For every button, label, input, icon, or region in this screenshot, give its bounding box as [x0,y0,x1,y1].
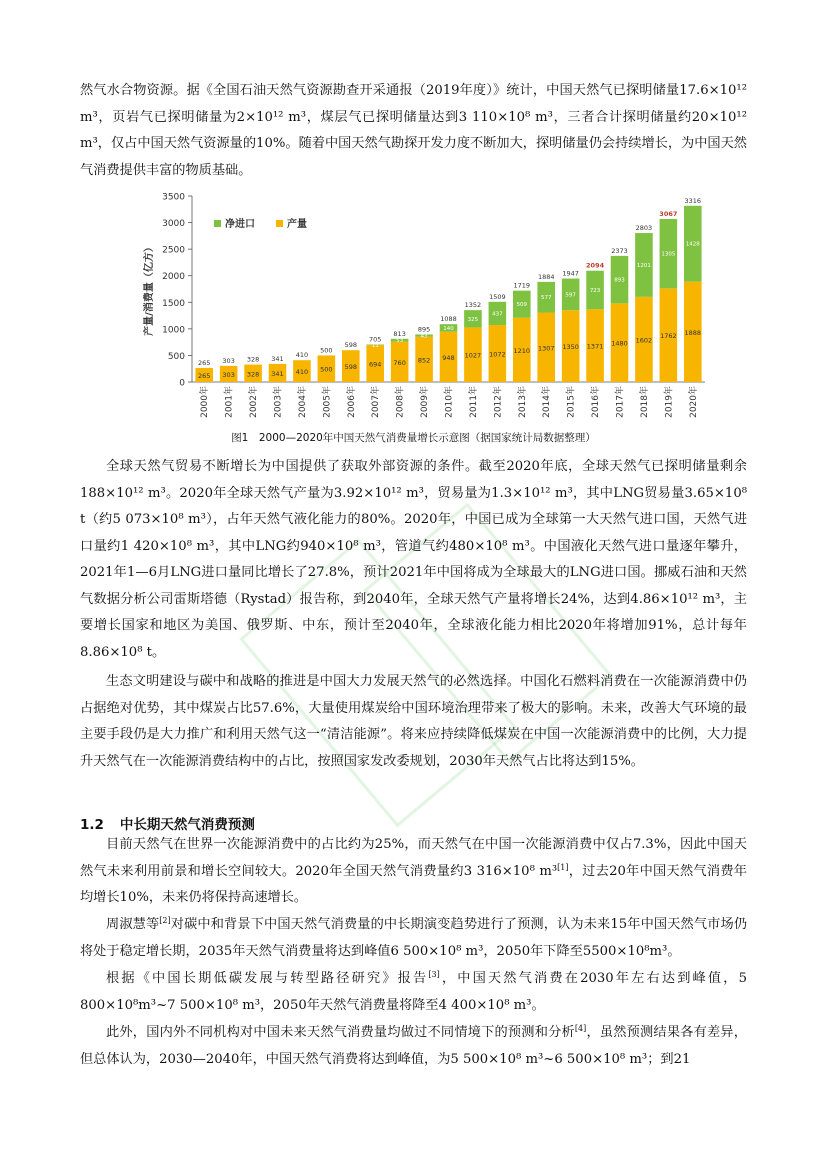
data-label-total: 813 [393,329,406,338]
data-label-production: 1027 [464,351,482,360]
x-tick-label: 2019年 [664,386,675,418]
paragraph-4-text-b: ，过去20年中国天然气消费年均增长10%，未来仍将保持高速增长。 [80,863,747,905]
legend-label-production: 产量 [287,219,307,230]
data-label-production: 760 [393,358,406,367]
paragraph-7-text-a: 此外，国内外不同机构对中国未来天然气消费量均做过不同情境下的预测和分析 [106,1025,575,1040]
y-tick-label: 0 [179,378,185,389]
paragraph-4 [80,832,747,912]
y-tick-label: 2000 [162,272,185,283]
stacked-bar-chart [140,186,710,418]
data-label-total: 1088 [440,315,457,324]
data-label-production: 341 [271,369,284,378]
data-label-total: 341 [271,354,284,363]
data-label-net-import: 723 [589,287,601,294]
x-tick-label: 2017年 [615,386,626,418]
section-heading [80,813,271,833]
data-label-total: 500 [320,346,333,355]
y-tick-label: 1000 [162,325,185,336]
paragraph-1: 然气水合物资源。据《全国石油天然气资源勘查开采通报（2019年度）》统计，中国天然气已探明储量17.6×10¹² m³，页岩气已探明储量为2×10¹² m³，煤层气已探明储量达到3 110×10⁸ m³，三者合计探明储量约20×10¹² m³，仅占中国天然气资源量的10%。随着中国天然气勘探开发力度不断加大，探明储量仍会持续增长，为中国天然气消费提供丰富的物质基础。 [80,83,747,178]
data-label-net-import: 1201 [636,262,651,269]
paragraph-4-text-a: 目前天然气在世界一次能源消费中的占比约为25%，而天然气在中国一次能源消费中仅占7.3%，因此中国天然气未来利用前景和增长空间较大。2020年全国天然气消费量约3 316×10⁸ m³ [80,837,747,879]
data-label-production: 1307 [537,344,555,353]
data-label-production: 1762 [660,332,677,341]
data-label-total: 303 [222,356,235,365]
x-tick-label: 2013年 [517,386,528,418]
data-label-production: 328 [246,370,260,379]
paragraph-2: 全球天然气贸易不断增长为中国提供了获取外部资源的条件。截至2020年底，全球天然气已探明储量剩余188×10¹² m³。2020年全球天然气产量为3.92×10¹² m³，贸易量为1.3×10¹² m³，其中LNG贸易量3.65×10⁸ t（约5 073×10⁸ m³），占年天然气液化能力的80%。2020年，中国已成为全球第一大天然气进口国，天然气进口量约1 420×10⁸ m³，其中LNG约940×10⁸ m³，管道气约480×10⁸ m³。中国液化天然气进口量逐年攀升，2021年1—6月LNG进口量同比增长了27.8%，预计2021年中国将成为全球最大的LNG进口国。挪威石油和天然气数据分析公司雷斯塔德（Rystad）报告称，到2040年，全球天然气产量将增长24%，达到4.86×10¹² m³，主要增长国家和地区为美国、俄罗斯、中东，预计至2040年，全球液化能力相比2020年将增加91%，总计每年8.86×10⁸ t。 [80,459,747,660]
data-label-net-import: 325 [467,316,479,323]
data-label-total: 1509 [489,292,506,301]
data-label-net-import: 577 [540,295,552,302]
data-label-net-import: 1428 [685,241,700,248]
data-label-total: 1947 [562,269,579,278]
paragraph-7 [80,1020,747,1073]
section-title: 中长期天然气消费预测 [119,817,255,833]
x-tick-label: 2009年 [420,386,431,418]
data-label-net-import: 1305 [661,251,676,258]
x-tick-label: 2003年 [273,386,284,418]
x-tick-label: 2016年 [591,386,602,418]
paragraph-7-text-b: ，虽然预测结果各有差异，但总体认为，2030—2040年，中国天然气消费将达到峰值，为5 500×10⁸ m³~6 500×10⁸ m³；到21 [80,1025,747,1067]
data-label-net-import: 893 [614,277,625,284]
citation-1[interactable]: [1] [557,862,569,872]
data-label-total: 2373 [611,246,628,255]
legend-label-net-import: 净进口 [225,219,255,230]
paragraph-6-text-b: ，中国天然气消费在2030年左右达到峰值，5 800×10⁸m³~7 500×10⁸ m³，2050年天然气消费量将降至4 400×10⁸ m³。 [80,971,747,1013]
data-label-production: 500 [320,365,333,374]
data-label-total: 410 [295,351,309,360]
y-tick-label: 2500 [162,245,185,256]
data-label-production: 1210 [513,346,531,355]
y-tick-label: 3000 [162,219,185,230]
data-label-total: 705 [369,335,382,344]
paragraph-5-text-b: 对碳中和背景下中国天然气消费量的中长期演变趋势进行了预测，认为未来15年中国天然气市场仍将处于稳定增长期，2035年天然气消费量将达到峰值6 500×10⁸ m³，2050年下降至5500×10⁸m³。 [80,917,748,959]
data-label-production: 694 [369,360,382,369]
data-label-total: 328 [246,355,260,364]
y-tick-label: 3500 [162,192,185,203]
data-label-total: 3067 [659,210,678,219]
x-tick-label: 2012年 [493,386,504,418]
x-tick-label: 2015年 [566,386,577,418]
data-label-production: 265 [198,371,211,380]
x-tick-label: 2000年 [200,386,211,418]
x-tick-label: 2011年 [468,386,479,418]
data-label-total: 1719 [513,281,531,290]
citation-3[interactable]: [3] [428,970,440,979]
x-tick-label: 2006年 [346,386,357,418]
x-tick-label: 2004年 [297,386,308,418]
x-tick-label: 2014年 [542,386,553,418]
paragraph-5 [80,912,747,965]
data-label-production: 1888 [684,328,702,337]
y-tick-label: 500 [167,351,185,362]
data-label-production: 948 [442,353,455,362]
data-label-total: 3316 [684,196,702,205]
data-label-net-import: 437 [492,311,503,318]
data-label-production: 598 [344,363,357,372]
y-axis-label: 产量/消费量（亿方） [144,242,155,336]
data-label-net-import: 53 [396,338,404,345]
paragraph-6-text-a: 根据《中国长期低碳发展与转型路径研究》报告 [106,971,429,986]
paragraph-5-text-a: 周淑慧等 [106,917,160,932]
data-label-production: 1480 [611,339,628,348]
x-tick-label: 2007年 [371,386,382,418]
data-label-total: 265 [198,358,211,367]
x-tick-label: 2005年 [322,386,333,418]
x-tick-label: 2020年 [688,386,699,418]
x-tick-label: 2010年 [444,386,455,418]
legend-swatch-production [276,220,283,227]
x-tick-label: 2008年 [395,386,406,418]
data-label-production: 852 [417,356,431,365]
data-label-total: 1352 [464,301,482,310]
data-label-net-import: 11 [371,342,379,349]
data-label-total: 1884 [537,272,555,281]
x-tick-label: 2002年 [249,386,260,418]
data-label-net-import: 140 [443,325,454,332]
data-label-total: 2094 [586,261,605,270]
y-tick-label: 1500 [162,298,185,309]
citation-2[interactable]: [2] [159,916,171,925]
data-label-total: 2803 [635,224,653,233]
paragraph-6 [80,966,747,1019]
x-tick-label: 2018年 [639,386,650,418]
figure-caption: 图1 2000—2020年中国天然气消费量增长示意图（据国家统计局数据整理） [231,432,596,444]
citation-4[interactable]: [4] [574,1024,587,1033]
data-label-net-import: 597 [565,292,576,299]
data-label-production: 1072 [489,350,506,359]
data-label-net-import: 509 [516,302,528,309]
data-label-production: 1350 [562,343,579,352]
data-label-production: 303 [222,370,235,379]
figure-1 [140,186,710,418]
x-tick-label: 2001年 [224,386,235,418]
data-label-production: 410 [295,368,309,377]
data-label-production: 1602 [635,336,653,345]
data-label-production: 1371 [586,342,604,351]
section-number: 1.2 [80,817,104,833]
data-label-net-import: 43 [420,333,428,340]
data-label-total: 895 [417,325,431,334]
paragraph-3: 生态文明建设与碳中和战略的推进是中国大力发展天然气的必然选择。中国化石燃料消费在一次能源消费中仍占据绝对优势，其中煤炭占比57.6%，大量使用煤炭给中国环境治理带来了极大的影响。未来，改善大气环境的最主要手段仍是大力推广和利用天然气这一“清洁能源”。将来应持续降低煤炭在中国一次能源消费中的比例，大力提升天然气在一次能源消费结构中的占比，按照国家发改委规划，2030年天然气占比将达到15%。 [80,674,747,769]
data-label-total: 598 [344,341,357,350]
legend-swatch-net-import [214,220,221,227]
